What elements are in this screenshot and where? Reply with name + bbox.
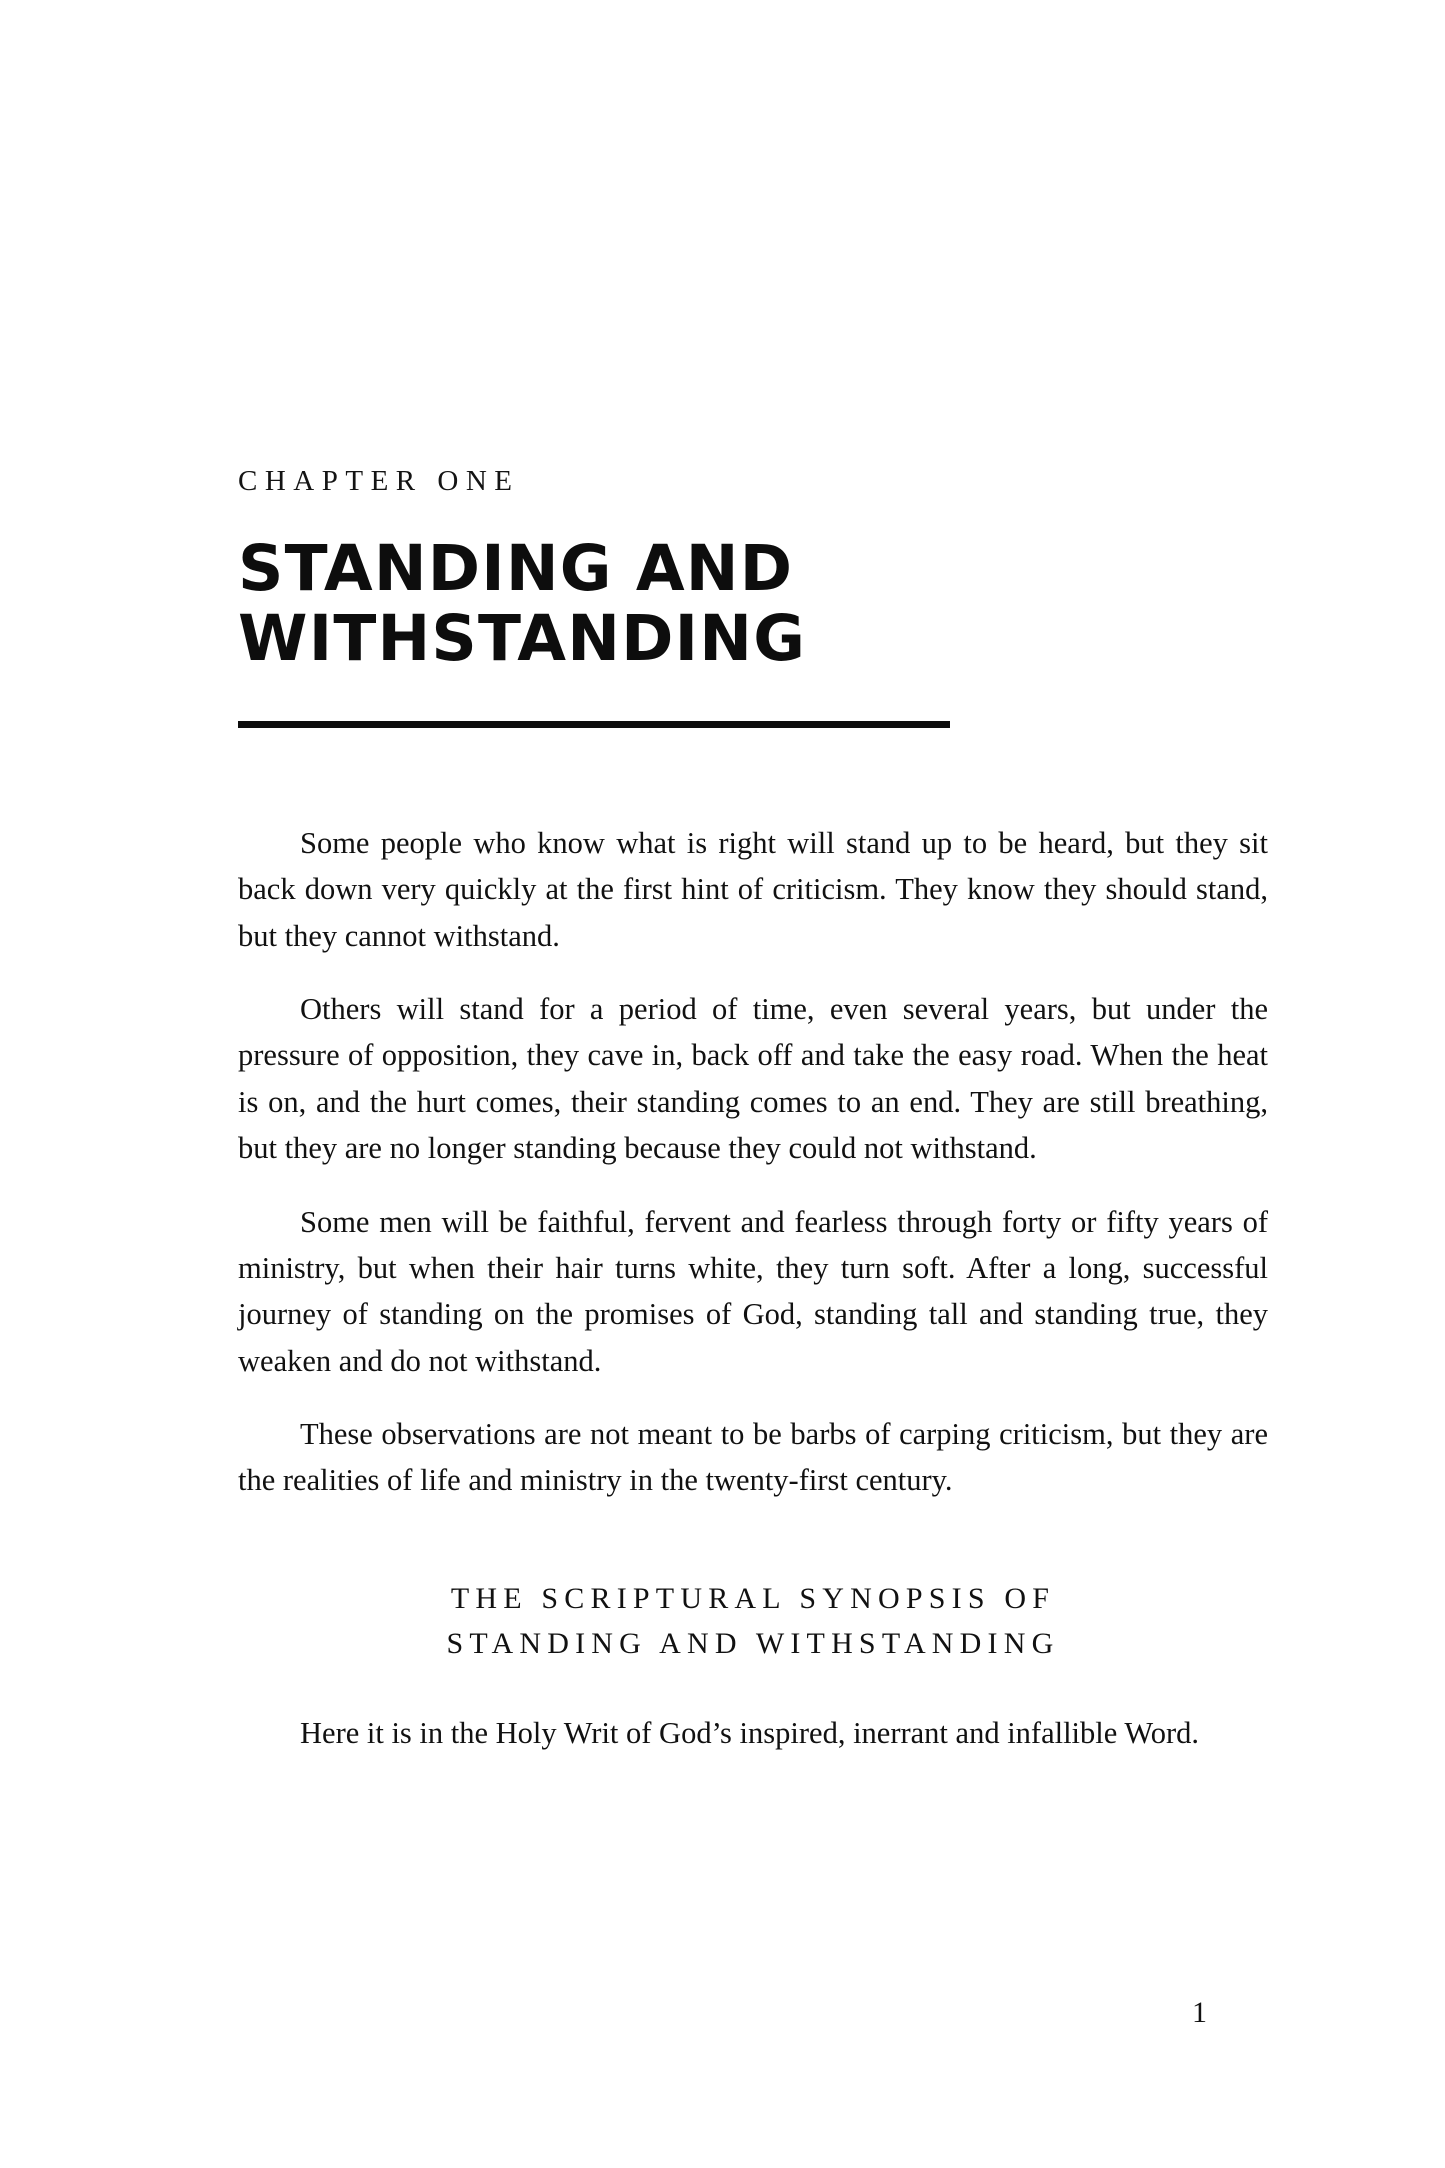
section-heading-line-1: THE SCRIPTURAL SYNOPSIS OF	[450, 1581, 1056, 1615]
chapter-label: CHAPTER ONE	[238, 465, 520, 497]
closing-text	[238, 1710, 1268, 1756]
body-text	[238, 820, 1268, 1504]
page-title	[238, 531, 958, 676]
page-number: 1	[1192, 1996, 1207, 2029]
page-content	[238, 466, 1268, 1756]
paragraph: Here it is in the Holy Writ of God’s inspired, inerrant and infallible Word.	[300, 1715, 1199, 1750]
paragraph: These observations are not meant to be barbs of carping criticism, but they are the realities of life and ministry in the twenty-first century.	[238, 1416, 1268, 1498]
section-heading	[238, 1576, 1268, 1666]
chapter-title-line-1: STANDING AND	[238, 531, 794, 605]
section-heading-line-2: STANDING AND WITHSTANDING	[446, 1626, 1060, 1660]
paragraph: Some people who know what is right will stand up to be heard, but they sit back down very quickly at the first hint of criticism. They know they should stand, but they cannot withstand.	[238, 825, 1268, 953]
paragraph: Others will stand for a period of time, even several years, but under the pressure of opposition, they cave in, back off and take the easy road. When the heat is on, and the hurt comes, their standing comes to an end. They are still breathing, but they are no longer standing because they could not withstand.	[238, 992, 1268, 1166]
paragraph: Some men will be faithful, fervent and fearless through forty or fifty years of ministry, but when their hair turns white, they turn soft. After a long, successful journey of standing on the promises of God, standing tall and standing true, they weaken and do not withstand.	[238, 1204, 1268, 1378]
chapter-title-line-2: WITHSTANDING	[238, 602, 807, 676]
title-divider	[238, 721, 950, 728]
